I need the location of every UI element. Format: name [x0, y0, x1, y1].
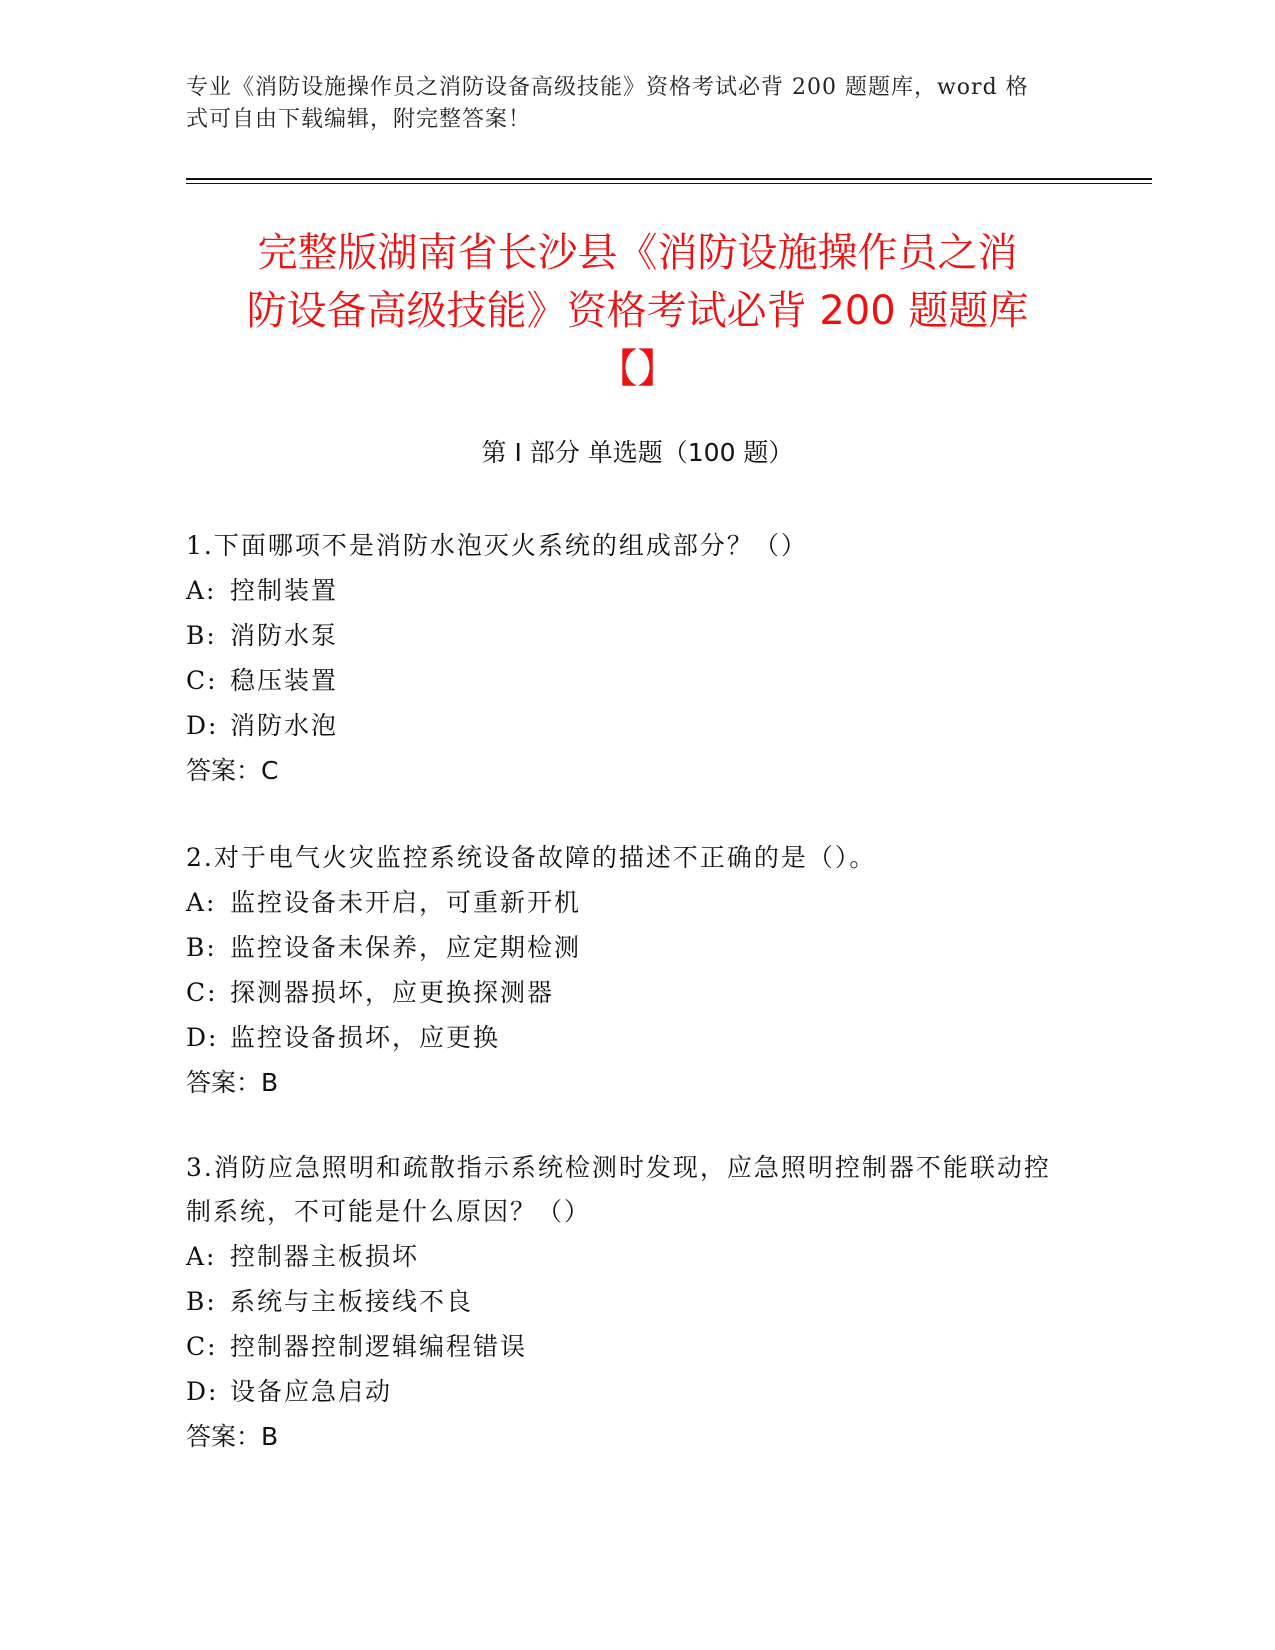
option-letter: D: [186, 1023, 219, 1052]
option-text: 控制器主板损坏 [230, 1242, 420, 1271]
document-title [186, 224, 1089, 398]
option-b [186, 925, 1066, 970]
option-letter: C: [186, 978, 218, 1007]
option-text: 消防水泵 [230, 621, 339, 650]
title-line-3: 【】 [597, 346, 678, 392]
option-text: 系统与主板接线不良 [230, 1287, 474, 1316]
option-d [186, 1369, 1066, 1414]
answer-line: 答案：B [186, 1068, 279, 1097]
option-text: 监控设备损坏，应更换 [230, 1023, 501, 1052]
option-d [186, 1015, 1066, 1060]
option-c [186, 970, 1066, 1015]
question-1 [186, 524, 1066, 793]
option-a [186, 1234, 1066, 1279]
title-line-1: 完整版湖南省长沙县《消防设施操作员之消 [257, 230, 1018, 276]
option-b [186, 1279, 1066, 1324]
answer-line: 答案：C [186, 756, 279, 785]
option-letter: D: [186, 1377, 219, 1406]
question-stem: 2.对于电气火灾监控系统设备故障的描述不正确的是（）。 [186, 843, 877, 872]
option-letter: A: [186, 1242, 217, 1271]
option-text: 监控设备未开启，可重新开机 [230, 888, 582, 917]
option-a [186, 568, 1066, 613]
answer-line: 答案：B [186, 1422, 279, 1451]
header-note-line-2: 式可自由下载编辑，附完整答案！ [186, 107, 532, 132]
header-divider-thin [186, 183, 1152, 184]
option-text: 控制装置 [230, 576, 339, 605]
option-text: 设备应急启动 [230, 1377, 393, 1406]
question-stem: 1.下面哪项不是消防水泡灭火系统的组成部分？（） [186, 531, 808, 560]
option-c [186, 658, 1066, 703]
question-3 [186, 1146, 1066, 1459]
option-letter: A: [186, 576, 217, 605]
option-letter: B: [186, 621, 217, 650]
option-text: 控制器控制逻辑编程错误 [230, 1332, 528, 1361]
option-letter: C: [186, 1332, 218, 1361]
section-heading: 第 I 部分 单选题（100 题） [481, 438, 794, 467]
option-a [186, 880, 1066, 925]
option-letter: C: [186, 666, 218, 695]
option-text: 稳压装置 [230, 666, 339, 695]
header-divider-thick [186, 178, 1152, 180]
title-line-2: 防设备高级技能》资格考试必背 200 题题库 [246, 288, 1029, 334]
option-d [186, 703, 1066, 748]
option-letter: A: [186, 888, 217, 917]
option-b [186, 613, 1066, 658]
option-letter: B: [186, 1287, 217, 1316]
question-2 [186, 836, 1066, 1105]
option-c [186, 1324, 1066, 1369]
header-note [186, 72, 1086, 136]
option-letter: B: [186, 933, 217, 962]
option-text: 消防水泡 [230, 711, 339, 740]
option-text: 探测器损坏，应更换探测器 [230, 978, 555, 1007]
option-text: 监控设备未保养，应定期检测 [230, 933, 582, 962]
question-stem: 3.消防应急照明和疏散指示系统检测时发现，应急照明控制器不能联动控制系统，不可能是什么原因？（） [186, 1153, 1051, 1226]
option-letter: D: [186, 711, 219, 740]
header-note-line-1: 专业《消防设施操作员之消防设备高级技能》资格考试必背 200 题题库，word 格 [186, 75, 1029, 100]
